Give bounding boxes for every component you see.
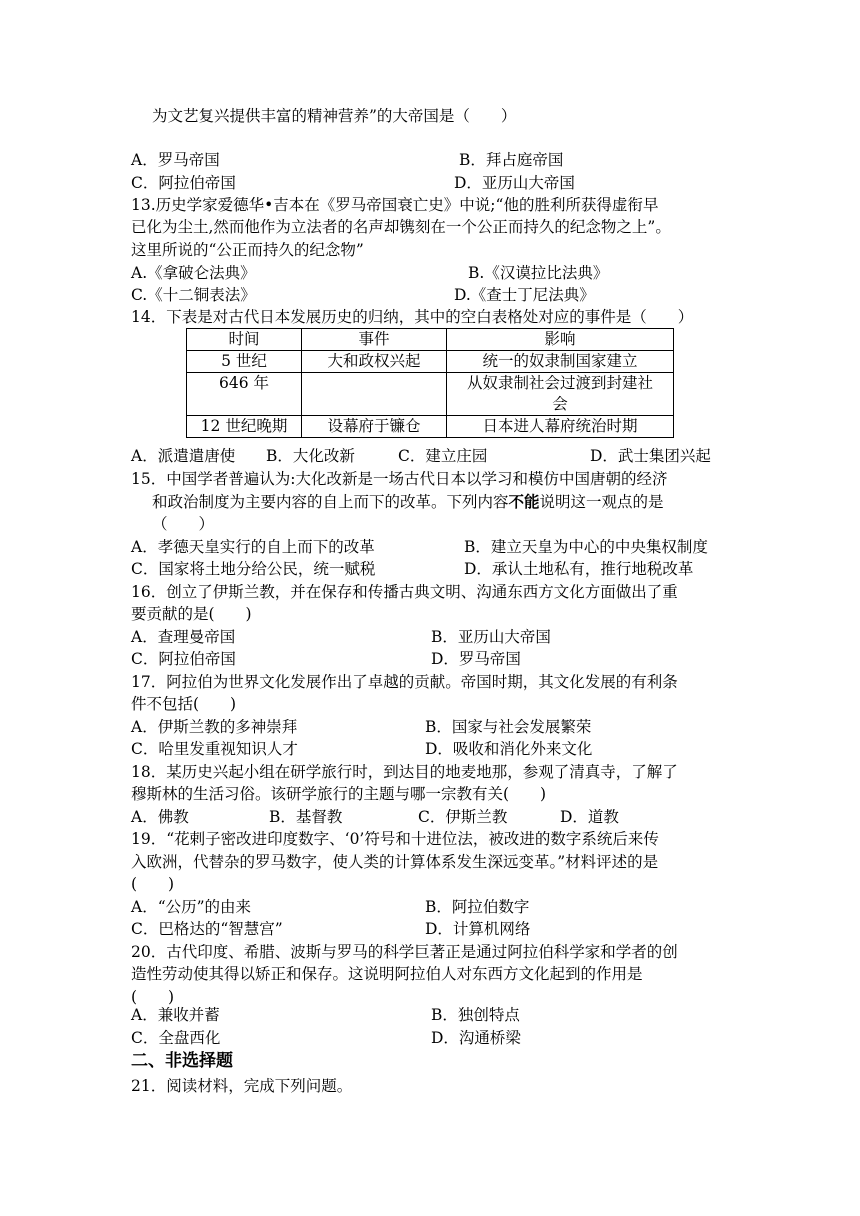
table-row: [187, 373, 674, 416]
q17-option-b: B．国家与社会发展繁荣: [425, 718, 592, 736]
table-cell: 646 年: [187, 373, 302, 416]
q18-option-d: D．道教: [560, 808, 619, 826]
q20-stem-line2: 造性劳动使其得以矫正和保存。这说明阿拉伯人对东西方文化起到的作用是: [131, 965, 643, 983]
q12-option-d: D．亚历山大帝国: [454, 174, 575, 192]
q17-stem-line1: 17．阿拉伯为世界文化发展作出了卓越的贡献。帝国时期，其文化发展的有利条: [131, 673, 678, 691]
q13-option-c: C.《十二铜表法》: [131, 286, 256, 304]
q19-option-c: C．巴格达的“智慧宫”: [131, 920, 283, 938]
q17-option-c: C．哈里发重视知识人才: [131, 740, 298, 758]
q15-stem-line1: 15．中国学者普遍认为:大化改新是一场古代日本以学习和模仿中国唐朝的经济: [131, 470, 668, 488]
q16-option-b: B．亚历山大帝国: [431, 628, 551, 646]
table-row: [187, 351, 674, 373]
header-impact: 影响: [447, 329, 674, 351]
table-cell-text: 从奴隶制社会过渡到封建社: [466, 374, 653, 392]
q18-option-b: B．基督教: [269, 808, 343, 826]
q16-stem-line2: 要贡献的是( ): [131, 605, 252, 623]
q15-stem-line3: （ ）: [152, 515, 215, 533]
q20-option-d: D．沟通桥梁: [431, 1029, 521, 1047]
q12-option-b: B．拜占庭帝国: [459, 151, 564, 169]
q15-option-b: B．建立天皇为中心的中央集权制度: [464, 538, 708, 556]
q20-option-b: B．独创特点: [431, 1006, 520, 1024]
q19-stem-line2: 入欧洲，代替杂的罗马数字，使人类的计算体系发生深远变革。”材料评述的是: [131, 853, 659, 871]
section-title: 二、非选择题: [131, 1051, 233, 1071]
table-row: [187, 416, 674, 438]
table-cell: 大和政权兴起: [302, 351, 447, 373]
q13-option-b: B.《汉谟拉比法典》: [468, 264, 609, 282]
table-cell: 5 世纪: [187, 351, 302, 373]
header-event: 事件: [302, 329, 447, 351]
q15-option-d: D．承认土地私有，推行地税改革: [464, 560, 694, 578]
q18-stem-line2: 穆斯林的生活习俗。该研学旅行的主题与哪一宗教有关( ): [131, 785, 547, 803]
q12-stem: 为文艺复兴提供丰富的精神营养”的大帝国是（ ）: [152, 107, 517, 125]
table-cell: 统一的奴隶制国家建立: [447, 351, 674, 373]
q16-option-d: D．罗马帝国: [431, 650, 521, 668]
q16-option-a: A．查理曼帝国: [131, 628, 236, 646]
table-cell-blank: [302, 373, 447, 416]
q19-option-a: A．“公历”的由来: [131, 898, 252, 916]
q13-stem-line2: 已化为尘土,然而他作为立法者的名声却镌刻在一个公正而持久的纪念物之上”。: [131, 218, 671, 236]
q18-option-a: A．佛教: [131, 808, 189, 826]
table-cell: [447, 373, 674, 416]
q20-stem-line3: ( ): [131, 988, 175, 1006]
table-cell: 设幕府于镰仓: [302, 416, 447, 438]
q15-stem-line2: [152, 491, 664, 513]
table-cell-text: 会: [552, 395, 568, 413]
q14-option-d: D．武士集团兴起: [590, 447, 711, 465]
q20-option-a: A．兼收并蓄: [131, 1006, 220, 1024]
q12-option-c: C．阿拉伯帝国: [131, 174, 236, 192]
table-header-row: [187, 329, 674, 351]
q19-stem-line1: 19．“花剌子密改进印度数字、‘0’符号和十进位法，被改进的数字系统后来传: [131, 830, 659, 848]
q18-stem-line1: 18．某历史兴起小组在研学旅行时，到达目的地麦地那，参观了清真寺，了解了: [131, 763, 678, 781]
q21-stem: 21．阅读材料，完成下列问题。: [131, 1077, 353, 1095]
q14-option-b: B．大化改新: [266, 447, 355, 465]
q20-option-c: C．全盘西化: [131, 1029, 221, 1047]
q15-option-c: C．国家将土地分给公民，统一赋税: [131, 560, 376, 578]
q17-option-a: A．伊斯兰教的多神崇拜: [131, 718, 298, 736]
q19-option-b: B．阿拉伯数字: [425, 898, 530, 916]
q18-option-c: C．伊斯兰教: [418, 808, 508, 826]
q14-option-a: A．派遣遣唐使: [131, 447, 236, 465]
table-cell: 12 世纪晚期: [187, 416, 302, 438]
q17-stem-line2: 件不包括( ): [131, 695, 237, 713]
q17-option-d: D．吸收和消化外来文化: [425, 740, 593, 758]
q13-stem-line1: 13.历史学家爱德华•吉本在《罗马帝国衰亡史》中说;“他的胜利所获得虚衔早: [131, 196, 659, 214]
q15-stem-text: 和政治制度为主要内容的自上而下的改革。下列内容: [152, 493, 509, 511]
q13-option-d: D.《查士丁尼法典》: [454, 286, 595, 304]
q19-stem-line3: ( ): [131, 875, 175, 893]
header-time: 时间: [187, 329, 302, 351]
q12-option-a: A．罗马帝国: [131, 151, 220, 169]
q19-option-d: D．计算机网络: [425, 920, 531, 938]
q14-option-c: C．建立庄园: [398, 447, 488, 465]
q16-option-c: C．阿拉伯帝国: [131, 650, 236, 668]
q13-option-a: A.《拿破仑法典》: [131, 264, 256, 282]
q13-stem-line3: 这里所说的“公正而持久的纪念物”: [131, 241, 364, 259]
q15-stem-text: 说明这一观点的是: [539, 493, 664, 511]
q14-stem: 14．下表是对古代日本发展历史的归纳，其中的空白表格处对应的事件是（ ）: [131, 308, 694, 326]
q15-emphasis: 不能: [508, 492, 540, 511]
q15-option-a: A．孝德天皇实行的自上而下的改革: [131, 538, 375, 556]
q16-stem-line1: 16．创立了伊斯兰教，并在保存和传播古典文明、沟通东西方文化方面做出了重: [131, 583, 678, 601]
history-table: [186, 328, 674, 438]
table-cell: 日本进人幕府统治时期: [447, 416, 674, 438]
q20-stem-line1: 20．古代印度、希腊、波斯与罗马的科学巨著正是通过阿拉伯科学家和学者的创: [131, 943, 678, 961]
